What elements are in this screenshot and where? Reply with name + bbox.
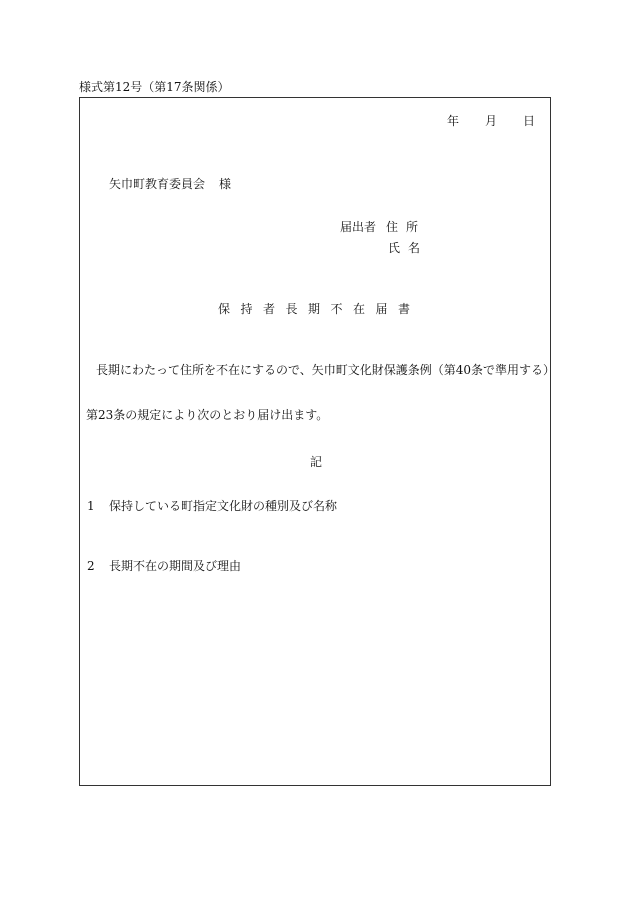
ki-heading: 記 — [310, 455, 323, 469]
list-item — [87, 560, 241, 572]
date-month-label: 月 — [485, 114, 498, 128]
applicant-address-row — [340, 221, 426, 233]
item-number: 1 — [87, 499, 95, 513]
addressee — [109, 178, 231, 190]
body-text-line-2: 第23条の規定により次のとおり届け出ます。 — [86, 408, 329, 422]
item-text: 長期不在の期間及び理由 — [109, 559, 242, 573]
address-label: 住所 — [386, 220, 427, 234]
name-label: 氏名 — [388, 241, 429, 255]
body-text-line-1: 長期にわたって住所を不在にするので、矢巾町文化財保護条例（第40条で準用する） — [96, 363, 556, 377]
applicant-label: 届出者 — [340, 220, 377, 234]
date-line — [447, 115, 535, 127]
addressee-honorific: 様 — [219, 177, 232, 191]
addressee-name: 矢巾町教育委員会 — [109, 177, 206, 191]
list-item — [87, 500, 337, 512]
item-text: 保持している町指定文化財の種別及び名称 — [109, 499, 338, 513]
form-number: 様式第12号（第17条関係） — [79, 80, 230, 94]
date-year-label: 年 — [447, 114, 460, 128]
document-title: 保持者長期不在届書 — [218, 302, 421, 316]
item-number: 2 — [87, 559, 95, 573]
date-day-label: 日 — [523, 114, 536, 128]
form-frame — [79, 97, 551, 786]
